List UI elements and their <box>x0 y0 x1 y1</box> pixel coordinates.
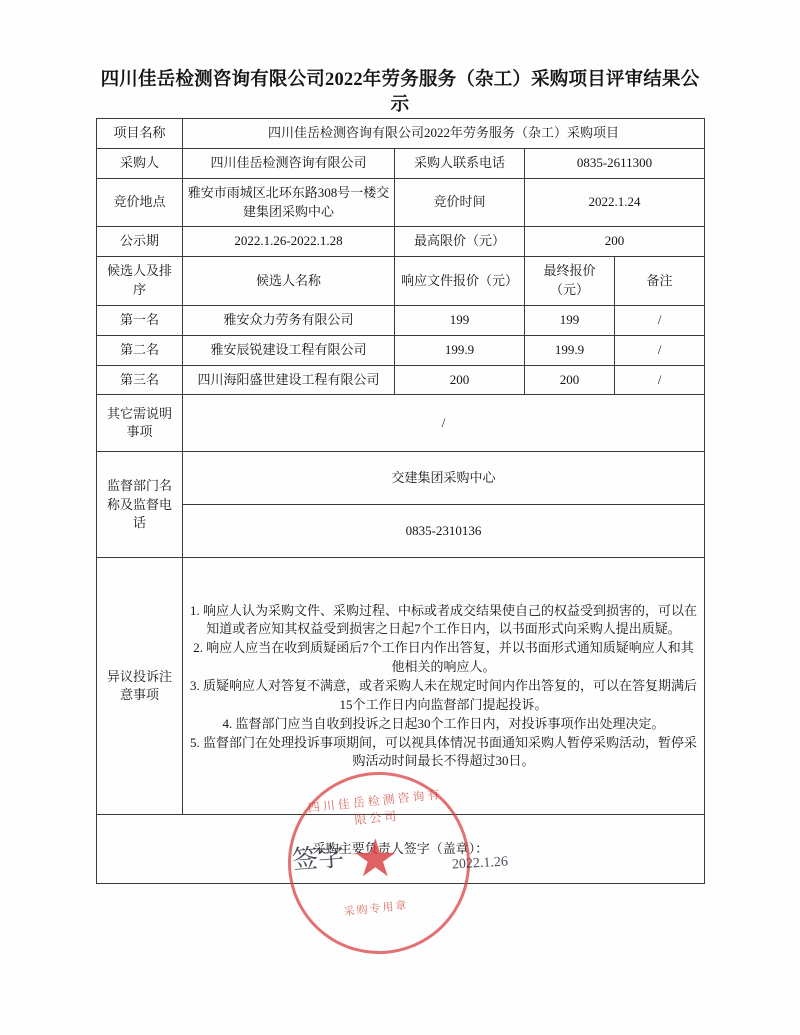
candidate-response-price: 199.9 <box>395 335 525 365</box>
table-row <box>97 452 705 505</box>
candidate-final-price: 199.9 <box>525 335 615 365</box>
table-row <box>97 365 705 395</box>
max-price-label: 最高限价（元） <box>395 227 525 257</box>
bidding-place-label: 竞价地点 <box>97 178 183 227</box>
handwritten-date: 2022.1.26 <box>451 854 509 873</box>
company-seal-stamp: 四川佳岳检测咨询有限公司 ★ 采购专用章 <box>288 772 478 962</box>
bidding-time-label: 竞价时间 <box>395 178 525 227</box>
table-header-row <box>97 257 705 306</box>
bidding-time-value: 2022.1.24 <box>525 178 705 227</box>
complaint-label: 异议投诉注意事项 <box>97 558 183 815</box>
other-notes-value: / <box>183 395 705 452</box>
supervision-name: 交建集团采购中心 <box>183 452 705 505</box>
table-row <box>97 178 705 227</box>
project-name-value: 四川佳岳检测咨询有限公司2022年劳务服务（杂工）采购项目 <box>183 119 705 149</box>
result-announcement-table <box>96 118 705 884</box>
bidding-place-value: 雅安市雨城区北环东路308号一楼交建集团采购中心 <box>183 178 395 227</box>
remark-header: 备注 <box>615 257 705 306</box>
publicity-period-value: 2022.1.26-2022.1.28 <box>183 227 395 257</box>
candidate-name-header: 候选人名称 <box>183 257 395 306</box>
table-row <box>97 558 705 815</box>
table-row <box>97 305 705 335</box>
purchaser-value: 四川佳岳检测咨询有限公司 <box>183 148 395 178</box>
candidate-final-price: 199 <box>525 305 615 335</box>
complaint-item: 1. 响应人认为采购文件、采购过程、中标或者成交结果使自己的权益受到损害的，可以在知道或者应知其权益受到损害之日起7个工作日内，以书面形式向采购人提出质疑。 <box>190 602 698 637</box>
candidate-rank: 第一名 <box>97 305 183 335</box>
table-row <box>97 505 705 558</box>
candidate-response-price: 199 <box>395 305 525 335</box>
candidate-rank: 第二名 <box>97 335 183 365</box>
table-row <box>97 119 705 149</box>
publicity-period-label: 公示期 <box>97 227 183 257</box>
candidate-remark: / <box>615 365 705 395</box>
candidate-remark: / <box>615 335 705 365</box>
response-price-header: 响应文件报价（元） <box>395 257 525 306</box>
candidate-name: 雅安辰锐建设工程有限公司 <box>183 335 395 365</box>
purchaser-contact-value: 0835-2611300 <box>525 148 705 178</box>
complaint-item: 2. 响应人应当在收到质疑函后7个工作日内作出答复，并以书面形式通知质疑响应人和其他相关的响应人。 <box>193 640 694 675</box>
purchaser-contact-label: 采购人联系电话 <box>395 148 525 178</box>
candidates-label: 候选人及排序 <box>97 257 183 306</box>
candidate-remark: / <box>615 305 705 335</box>
complaint-item: 4. 监督部门应当自收到投诉之日起30个工作日内，对投诉事项作出处理决定。 <box>222 715 665 731</box>
project-name-label: 项目名称 <box>97 119 183 149</box>
supervision-label: 监督部门名称及监督电话 <box>97 452 183 558</box>
candidate-rank: 第三名 <box>97 365 183 395</box>
seal-text-top: 四川佳岳检测咨询有限公司 <box>307 787 444 828</box>
table-row <box>97 148 705 178</box>
other-notes-label: 其它需说明事项 <box>97 395 183 452</box>
complaint-notes <box>183 558 705 815</box>
max-price-value: 200 <box>525 227 705 257</box>
seal-text-bottom: 采购专用章 <box>343 899 410 919</box>
table-row <box>97 227 705 257</box>
handwritten-signature: 签字 <box>291 842 346 875</box>
signature-label: 采购主要负责人签字（盖章）： <box>97 815 705 884</box>
signature-row <box>97 815 705 884</box>
final-price-header: 最终报价（元） <box>525 257 615 306</box>
page-title: 四川佳岳检测咨询有限公司2022年劳务服务（杂工）采购项目评审结果公示 <box>100 70 700 115</box>
complaint-item: 5. 监督部门在处理投诉事项期间，可以视具体情况书面通知采购人暂停采购活动，暂停采购活动时间最长不得超过30日。 <box>190 734 698 769</box>
candidate-name: 雅安众力劳务有限公司 <box>183 305 395 335</box>
table-row <box>97 395 705 452</box>
complaint-item: 3. 质疑响应人对答复不满意，或者采购人未在规定时间内作出答复的，可以在答复期满后15个工作日内向监督部门提起投诉。 <box>190 678 698 712</box>
candidate-name: 四川海阳盛世建设工程有限公司 <box>183 365 395 395</box>
purchaser-label: 采购人 <box>97 148 183 178</box>
table-row <box>97 335 705 365</box>
candidate-response-price: 200 <box>395 365 525 395</box>
candidate-final-price: 200 <box>525 365 615 395</box>
supervision-phone: 0835-2310136 <box>183 505 705 558</box>
